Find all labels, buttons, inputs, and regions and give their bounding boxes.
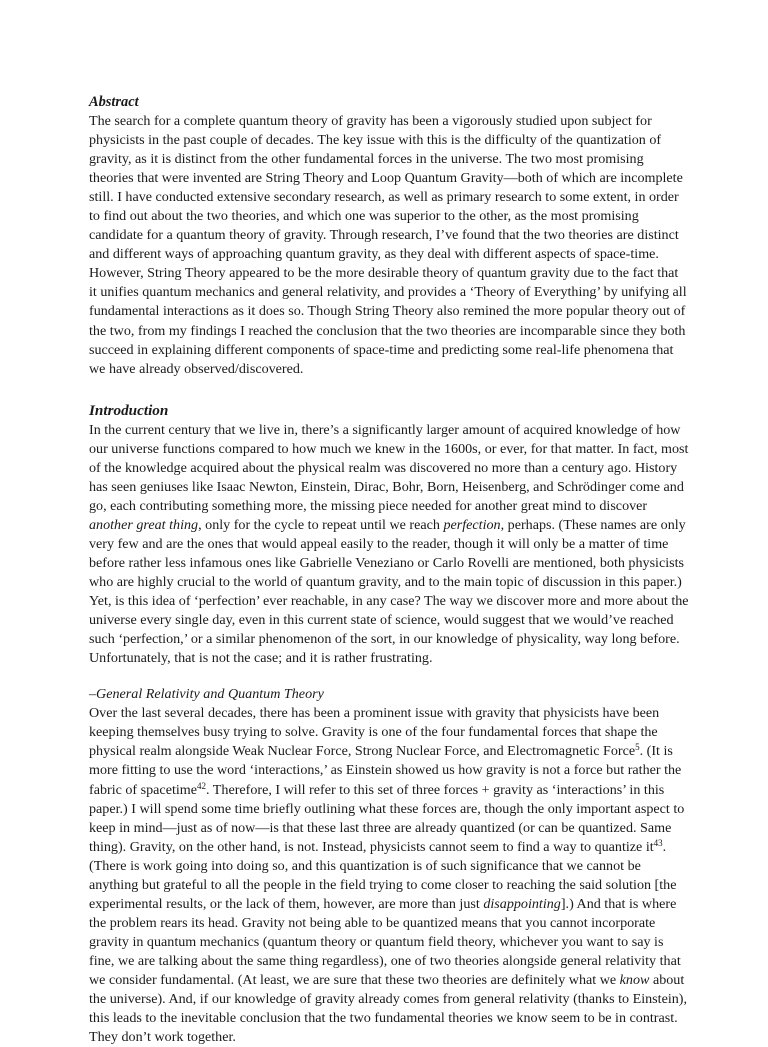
section-text-6: about the universe). And, if our knowledge of gravity already comes from general relativity (thanks to Einstein), this leads to the inevitable conclusion that the two fundamental theories we know seem to be in contrast. They don’t work together. <box>89 971 688 1046</box>
section-emphasis-2: know <box>619 971 650 988</box>
section-paragraph-gr-qt <box>89 704 689 1047</box>
intro-text-1: In the current century that we live in, there’s a significantly larger amount of acquired knowledge of how our universe functions compared to how much we knew in the 1600s, or ever, for that matter. In fact, most of the knowledge acquired about the physical realm was discovered no more than a century ago. History has seen geniuses like Isaac Newton, Einstein, Dirac, Bohr, Born, Heisenberg, and Schrödinger come and go, each contributing something more, the missing piece needed for another great mind to discover <box>89 421 689 514</box>
intro-text-3: , perhaps. (These names are only very few and are the ones that would appeal easily to the reader, though it will only be a matter of time before rather less infamous ones like Gabrielle Veneziano or Carlo Rovelli are mentioned, both physicists who are highly crucial to the world of quantum gravity, and to the main topic of discussion in this paper.) Yet, is this idea of ‘perfection’ ever reachable, in any case? The way we discover more and more about the universe every single day, even in this current state of science, would suggest that we would’ve reached such ‘perfection,’ or a similar phenomenon of the sort, in our knowledge of physicality, way long before. Unfortunately, that is not the case; and it is rather frustrating. <box>89 516 689 667</box>
section-text-5: ].) And that is where the problem rears its head. Gravity not being able to be quantized means that you cannot incorporate gravity in quantum mechanics (quantum theory or quantum field theory, whichever you want to say is fine, we are talking about the same thing regardless), one of two theories alongside general relativity that we consider fundamental. (At least, we are sure that these two theories are definitely what we <box>89 895 681 988</box>
abstract-paragraph: The search for a complete quantum theory of gravity has been a vigorously studied upon subject for physicists in the past couple of decades. The key issue with this is the difficulty of the quantization of gravity, as it is distinct from the other fundamental forces in the universe. The two most promising theories that were invented are String Theory and Loop Quantum Gravity—both of which are incomplete still. I have conducted extensive secondary research, as well as primary research to some extent, in order to find out about the two theories, and which one was superior to the other, as the most promising candidate for a quantum theory of gravity. Through research, I’ve found that the two theories are distinct and different ways of approaching quantum gravity, as they deal with different aspects of space-time. However, String Theory appeared to be the more desirable theory of quantum gravity due to the fact that it unifies quantum mechanics and general relativity, and provides a ‘Theory of Everything’ by unifying all fundamental interactions as it does so. Though String Theory also remined the more popular theory out of the two, from my findings I reached the conclusion that the two theories are incomparable since they both succeed in explaining different components of space-time and predicting some real-life phenomena that we have already observed/discovered. <box>89 113 687 377</box>
introduction-heading: Introduction <box>89 401 169 419</box>
section-heading-gr-qt: –General Relativity and Quantum Theory <box>89 686 324 703</box>
section-text-4: . (There is work going into doing so, and this quantization is of such significance that we cannot be anything but grateful to all the people in the field trying to come closer to reaching the said solution [the experimental results, or the lack of them, however, are more than just <box>89 838 677 912</box>
introduction-paragraph <box>89 421 689 669</box>
intro-emphasis-1: another great thing <box>89 516 199 533</box>
intro-emphasis-2: perfection <box>443 516 501 533</box>
citation-ref: 42 <box>197 780 206 791</box>
document-page <box>89 93 689 1047</box>
citation-ref: 5 <box>635 742 640 753</box>
citation-ref: 43 <box>653 837 663 848</box>
section-text-1: Over the last several decades, there has been a prominent issue with gravity that physicists have been keeping themselves busy trying to solve. Gravity is one of the four fundamental forces that shape the physical realm alongside Weak Nuclear Force, Strong Nuclear Force, and Electromagnetic Force <box>89 705 660 760</box>
intro-text-2: , only for the cycle to repeat until we reach <box>198 516 444 533</box>
section-emphasis-1: disappointing <box>483 895 561 912</box>
section-text-3: . Therefore, I will refer to this set of three forces + gravity as ‘interactions’ in this paper.) I will spend some time briefly outlining what these forces are, though the only important aspect to keep in mind—just as of now—is that these last three are already quantized (or can be quantized. Same thing). Gravity, on the other hand, is not. Instead, physicists cannot seem to find a way to quantize it <box>89 781 685 855</box>
section-text-2: . (It is more fitting to use the word ‘interactions,’ as Einstein showed us how gravity is not a force but rather the fabric of spacetime <box>89 743 682 798</box>
abstract-heading: Abstract <box>89 94 139 110</box>
